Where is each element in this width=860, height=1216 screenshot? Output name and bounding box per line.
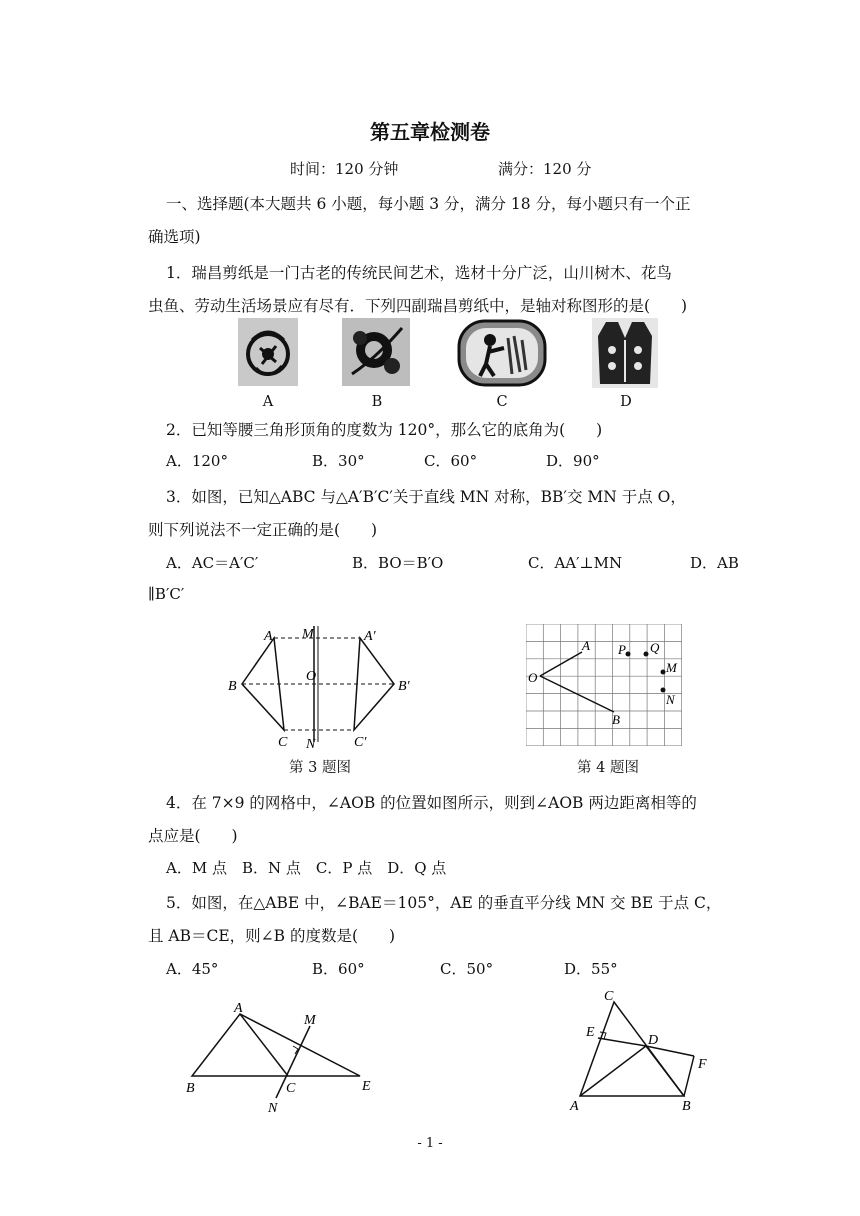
- section-heading: 一、选择题(本大题共 6 小题，每小题 3 分，满分 18 分，每小题只有一个正: [166, 195, 691, 213]
- fig6-label-b: B: [682, 1099, 691, 1114]
- fig5-label-e: E: [362, 1079, 371, 1094]
- q2-option-c: C．60°: [424, 452, 478, 470]
- q1-text-cont: 虫鱼、劳动生活场景应有尽有．下列四副瑞昌剪纸中，是轴对称图形的是( ): [148, 297, 688, 315]
- fig5-label-n: N: [268, 1101, 278, 1116]
- fig5-label-a: A: [234, 1001, 243, 1016]
- fig5-label-c: C: [286, 1081, 296, 1096]
- fig5-label-b: B: [186, 1081, 195, 1096]
- q5-text: 5．如图，在△ABE 中，∠BAE＝105°，AE 的垂直平分线 MN 交 BE 于点 C，: [166, 894, 722, 912]
- q2-option-a: A．120°: [166, 452, 228, 470]
- q2-option-d: D．90°: [546, 452, 600, 470]
- fig6-label-e: E: [586, 1025, 595, 1040]
- q3-option-a: A．AC＝A′C′: [166, 554, 259, 572]
- q5-option-c: C．50°: [440, 960, 494, 978]
- fig5-label-m: M: [304, 1013, 316, 1028]
- q3-option-c: C．AA′⊥MN: [528, 554, 623, 572]
- q3-option-d-cont: ∥B′C′: [148, 585, 185, 603]
- fig3-label-n: N: [306, 737, 316, 752]
- figure-4-grid: [526, 624, 682, 746]
- fig4-label-o: O: [528, 670, 538, 685]
- figure-5: [182, 1000, 382, 1116]
- q2-option-b: B．30°: [312, 452, 365, 470]
- papercut-d-image: [592, 318, 658, 388]
- fig3-label-b-prime: B′: [398, 679, 410, 694]
- q3-text-cont: 则下列说法不一定正确的是( ): [148, 521, 378, 539]
- papercut-b-image: [342, 318, 410, 386]
- full-score: 满分：120 分: [498, 160, 592, 178]
- q3-option-b: B．BO＝B′O: [352, 554, 444, 572]
- q1-text: 1．瑞昌剪纸是一门古老的传统民间艺术，选材十分广泛，山川树木、花鸟: [166, 264, 672, 282]
- page-title: 第五章检测卷: [370, 120, 490, 144]
- fig3-label-c: C: [278, 735, 288, 750]
- fig3-label-a: A: [264, 629, 273, 644]
- fig4-label-a: A: [582, 638, 590, 653]
- fig6-label-c: C: [604, 989, 614, 1004]
- q5-option-b: B．60°: [312, 960, 365, 978]
- section-heading-cont: 确选项): [148, 228, 201, 246]
- fig4-caption: 第 4 题图: [577, 760, 639, 776]
- papercut-a-label: A: [262, 394, 274, 410]
- page-number: - 1 -: [417, 1136, 443, 1151]
- fig4-label-n: N: [666, 692, 675, 707]
- fig4-label-b: B: [612, 712, 620, 727]
- papercut-d-label: D: [620, 394, 632, 410]
- papercut-b-label: B: [371, 394, 383, 410]
- papercut-c-image: [456, 318, 548, 388]
- papercut-a-image: [238, 318, 298, 386]
- fig3-label-m: M: [302, 627, 314, 642]
- fig3-label-a-prime: A′: [364, 629, 376, 644]
- q4-text: 4．在 7×9 的网格中，∠AOB 的位置如图所示，则到∠AOB 两边距离相等的: [166, 794, 697, 812]
- q5-option-a: A．45°: [166, 960, 219, 978]
- figure-3: [222, 622, 422, 752]
- fig6-label-d: D: [648, 1033, 659, 1048]
- q3-text: 3．如图，已知△ABC 与△A′B′C′关于直线 MN 对称，BB′交 MN 于点 O，: [166, 488, 686, 506]
- q2-text: 2．已知等腰三角形顶角的度数为 120°，那么它的底角为( ): [166, 421, 603, 439]
- fig4-label-q: Q: [650, 640, 660, 655]
- q4-options: A．M 点 B．N 点 C．P 点 D．Q 点: [166, 859, 447, 877]
- fig4-label-m: M: [666, 660, 677, 675]
- fig4-label-p: P: [618, 642, 626, 657]
- fig6-label-f: F: [698, 1057, 707, 1072]
- fig3-label-b: B: [228, 679, 237, 694]
- time-limit: 时间：120 分钟: [290, 160, 399, 178]
- q3-option-d: D．AB: [690, 554, 739, 572]
- fig3-caption: 第 3 题图: [289, 760, 351, 776]
- fig3-label-c-prime: C′: [354, 735, 367, 750]
- fig6-label-a: A: [570, 1099, 579, 1114]
- figure-6: [566, 984, 716, 1114]
- q5-text-cont: 且 AB＝CE，则∠B 的度数是( ): [148, 927, 396, 945]
- q4-text-cont: 点应是( ): [148, 827, 238, 845]
- q5-option-d: D．55°: [564, 960, 618, 978]
- papercut-c-label: C: [496, 394, 508, 410]
- fig3-label-o: O: [306, 669, 317, 684]
